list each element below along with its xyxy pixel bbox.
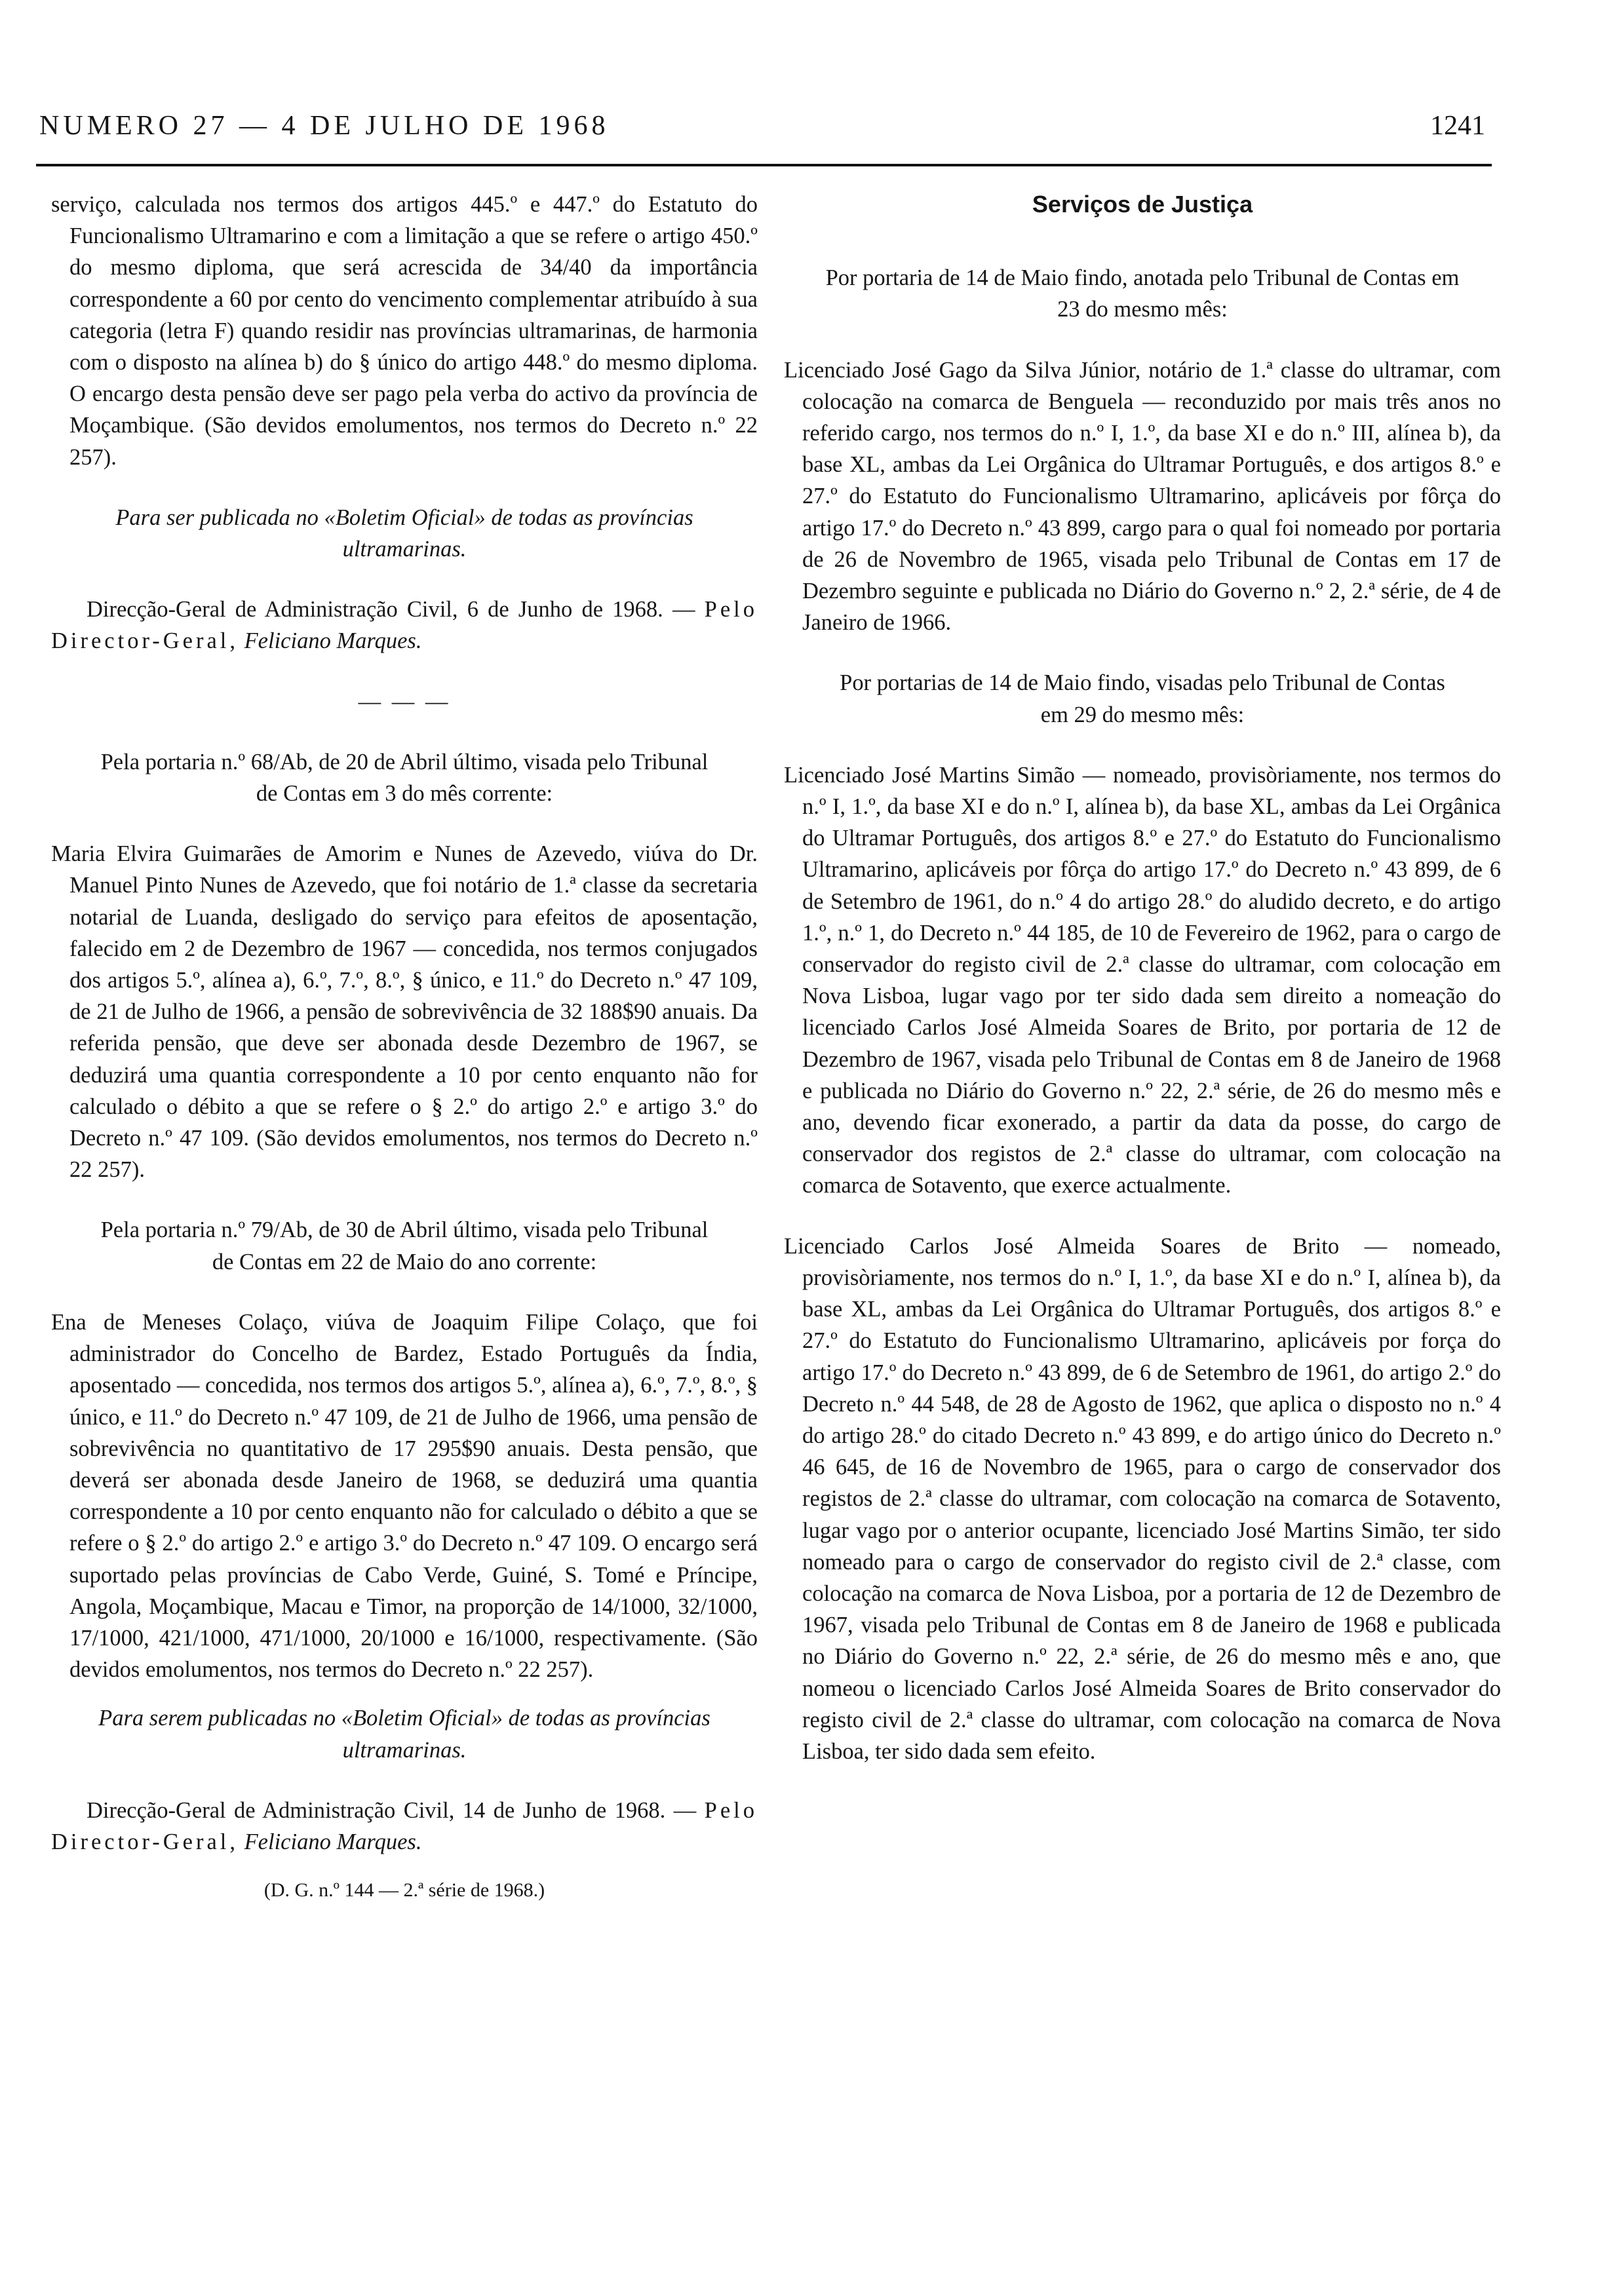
pension-entry-continued: serviço, calculada nos termos dos artigos 445.º e 447.º do Estatuto do Funcionalismo Ultramarino e com a limitação a que se refere o artigo 450.º do mesmo diploma, que será acrescida de 34/40 da importância correspondente a 60 por cento do vencimento complementar atribuído à sua categoria (letra F) quando residir nas províncias ultramarinas, de harmonia com o disposto na alínea b) do § único do artigo 448.º do mesmo diploma. O encargo desta pensão deve ser pago pela verba do activo da província de Moçambique. (São devidos emolumentos, nos termos do Decreto n.º 22 257).	[51, 192, 758, 470]
signature-name: Feliciano Marques.	[244, 1829, 422, 1854]
section-title: Serviços de Justiça	[1032, 191, 1253, 218]
publication-note: Para serem publicadas no «Boletim Oficial» de todas as províncias ultramarinas.	[98, 1706, 710, 1763]
appointment-entry: Licenciado Carlos José Almeida Soares de Brito — nomeado, provisòriamente, nos termos do n.º I, 1.º, da base XI e do n.º I, alínea b), da base XL, ambas da Lei Orgânica do Ultramar Português, dos artigos 8.º e 27.º do Estatuto do Funcionalismo Ultramarino, aplicáveis por força do artigo 17.º do Decreto n.º 43 899, de 6 de Setembro de 1961, do artigo 2.º do Decreto n.º 44 548, de 28 de Agosto de 1962, que aplica o disposto no n.º 4 do artigo 28.º do citado Decreto n.º 43 899, e do artigo único do Decreto n.º 46 645, de 16 de Novembro de 1965, para o cargo de conservador dos registos de 2.ª classe do ultramar, com colocação na comarca de Sotavento, lugar vago por o anterior ocupante, licenciado José Martins Simão, ter sido nomeado para o cargo de conservador do registo civil de 2.ª classe, com colocação na comarca de Nova Lisboa, por a portaria de 12 de Dezembro de 1967, visada pelo Tribunal de Contas em 8 de Janeiro de 1968 e publicada no Diário do Governo n.º 22, 2.ª série, de 26 do mesmo mês e ano, que nomeou o licenciado Carlos José Almeida Soares de Brito conservador do registo civil de 2.ª classe do ultramar, com colocação na comarca de Nova Lisboa, ter sido dada sem efeito.	[784, 1233, 1501, 1764]
left-column	[51, 189, 758, 1906]
appointment-entry: Licenciado José Martins Simão — nomeado, provisòriamente, nos termos do n.º I, 1.º, da base XI e do n.º I, alínea b), da base XL, ambas da Lei Orgânica do Ultramar Português, dos artigos 8.º e 27.º do Estatuto do Funcionalismo Ultramarino, aplicáveis por fôrça do artigo 17.º do Decreto n.º 43 899, de 6 de Setembro de 1961, do n.º 4 do artigo 28.º do aludido decreto, e do artigo 1.º, n.º 1, do Decreto n.º 44 185, de 10 de Fevereiro de 1962, para o cargo de conservador do registo civil de 2.ª classe do ultramar, com colocação em Nova Lisboa, lugar vago por ter sido dada sem direito a nomeação do licenciado Carlos José Almeida Soares de Brito, por portaria de 12 de Dezembro de 1967, visada pelo Tribunal de Contas em 8 de Janeiro de 1968 e publicada no Diário do Governo n.º 22, 2.ª série, de 26 do mesmo mês e ano, devendo ficar exonerado, a partir da data da posse, do cargo de conservador dos registos de 2.ª classe do ultramar, com colocação na comarca de Sotavento, que exerce actualmente.	[784, 762, 1501, 1198]
pension-entry: Maria Elvira Guimarães de Amorim e Nunes de Azevedo, viúva do Dr. Manuel Pinto Nunes de Azevedo, que foi notário de 1.ª classe da secretaria notarial de Luanda, desligado do serviço para efeitos de aposentação, falecido em 2 de Dezembro de 1967 — concedida, nos termos conjugados dos artigos 5.º, alínea a), 6.º, 7.º, 8.º, § único, e 11.º do Decreto n.º 47 109, de 21 de Julho de 1966, a pensão de sobrevivência de 32 188$90 anuais. Da referida pensão, que deve ser abonada desde Dezembro de 1967, se deduzirá uma quantia correspondente a 10 por cento enquanto não for calculado o débito a que se refere o § 2.º do artigo 2.º e artigo 3.º do Decreto n.º 47 109. (São devidos emolumentos, nos termos do Decreto n.º 22 257).	[51, 841, 758, 1183]
issue-line: NUMERO 27 — 4 DE JULHO DE 1968	[39, 111, 610, 141]
signature-text: Direcção-Geral de Administração Civil, 6 de Junho de 1968. —	[87, 597, 695, 622]
appointment-entry: Licenciado José Gago da Silva Júnior, notário de 1.ª classe do ultramar, com colocação na comarca de Benguela — reconduzido por mais três anos no referido cargo, nos termos do n.º I, 1.º, da base XI e do n.º III, alínea b), da base XL, ambas da Lei Orgânica do Ultramar Português, e dos artigos 8.º e 27.º do Estatuto do Funcionalismo Ultramarino, aplicáveis por fôrça do artigo 17.º do Decreto n.º 43 899, cargo para o qual foi nomeado por portaria de 26 de Novembro de 1965, visada pelo Tribunal de Contas em 17 de Dezembro seguinte e publicada no Diário do Governo n.º 2, 2.ª série, de 4 de Janeiro de 1966.	[784, 357, 1501, 636]
gazette-footnote: (D. G. n.º 144 — 2.ª série de 1968.)	[263, 1879, 545, 1902]
signature-block	[51, 1795, 758, 1858]
signature-name: Feliciano Marques.	[244, 628, 422, 654]
portaria-lead: Pela portaria n.º 79/Ab, de 30 de Abril último, visada pelo Tribunal de Contas em 22 de Maio do ano corrente:	[100, 1217, 709, 1274]
section-separator: — — —	[358, 689, 451, 714]
right-column	[784, 189, 1501, 1767]
signature-role: Pelo Director-Geral,	[51, 597, 758, 654]
page-number: 1241	[1430, 111, 1485, 141]
portaria-lead: Pela portaria n.º 68/Ab, de 20 de Abril último, visada pelo Tribunal de Contas em 3 do mês corrente:	[100, 749, 709, 807]
publication-note: Para ser publicada no «Boletim Oficial» de todas as províncias ultramarinas.	[115, 505, 693, 562]
signature-text: Direcção-Geral de Administração Civil, 14 de Junho de 1968. —	[87, 1797, 697, 1823]
pension-entry: Ena de Meneses Colaço, viúva de Joaquim Filipe Colaço, que foi administrador do Concelho de Bardez, Estado Português da Índia, aposentado — concedida, nos termos dos artigos 5.º, alínea a), 6.º, 7.º, 8.º, § único, e 11.º do Decreto n.º 47 109, de 21 de Julho de 1966, uma pensão de sobrevivência no quantitativo de 17 295$90 anuais. Desta pensão, que deverá ser abonada desde Janeiro de 1968, se deduzirá uma quantia correspondente a 10 por cento enquanto não for calculado o débito a que se refere o § 2.º do artigo 2.º e artigo 3.º do Decreto n.º 47 109. O encargo será suportado pelas províncias de Cabo Verde, Guiné, S. Tomé e Príncipe, Angola, Moçambique, Macau e Timor, na proporção de 14/1000, 32/1000, 17/1000, 421/1000, 471/1000, 20/1000 e 16/1000, respectivamente. (São devidos emolumentos, nos termos do Decreto n.º 22 257).	[51, 1309, 758, 1683]
portaria-lead: Por portaria de 14 de Maio findo, anotada pelo Tribunal de Contas em 23 do mesmo mês:	[825, 265, 1460, 322]
signature-role: Pelo Director-Geral,	[51, 1797, 758, 1854]
portaria-lead: Por portarias de 14 de Maio findo, visadas pelo Tribunal de Contas em 29 do mesmo mês:	[840, 670, 1445, 727]
header-rule	[36, 164, 1492, 166]
signature-block	[51, 594, 758, 657]
page-header	[0, 0, 1615, 190]
